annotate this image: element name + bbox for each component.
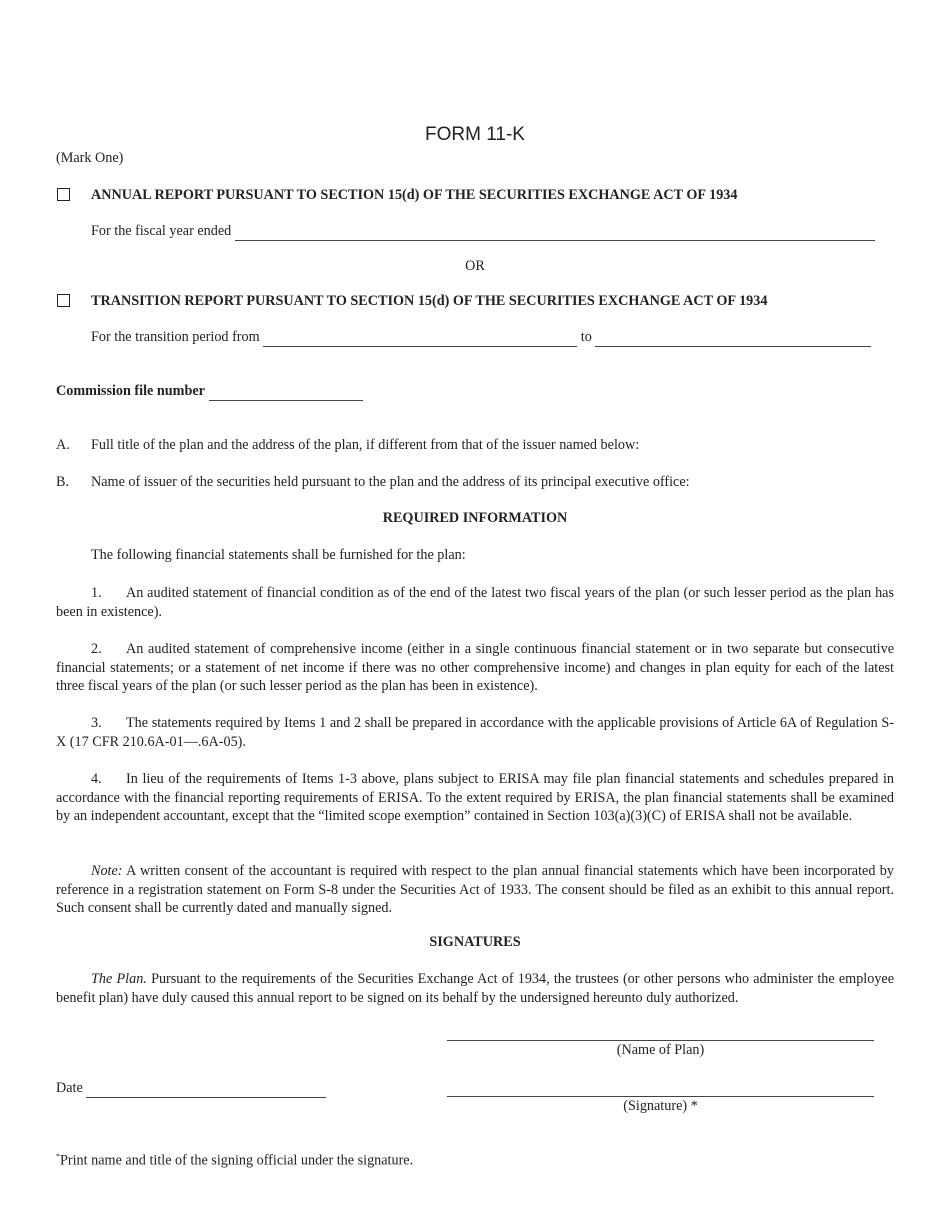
signature-caption: (Signature) * [623,1098,698,1114]
item-a-text: Full title of the plan and the address of the plan, if different from that of the issuer named below: [91,437,640,453]
commission-row [56,383,363,401]
required-item-3 [56,714,894,751]
name-of-plan-line[interactable] [447,1040,874,1041]
fiscal-year-field[interactable] [235,225,875,241]
item-b-letter: B. [56,474,70,490]
item-1-text: An audited statement of financial condition as of the end of the latest two fiscal years of the plan (or such lesser period as the plan has been in existence). [56,585,894,620]
commission-file-field[interactable] [209,385,363,401]
transition-report-checkbox[interactable] [57,294,70,307]
or-separator: OR [465,258,485,274]
date-label: Date [56,1080,83,1096]
signature-line[interactable] [447,1096,874,1097]
footnote-mark: * [56,1152,60,1161]
item-2-number: 2. [91,641,102,657]
fiscal-year-row [91,223,891,241]
item-4-text: In lieu of the requirements of Items 1-3 above, plans subject to ERISA may file plan financial statements and schedules prepared in accordance with the financial reporting requirements of ERISA. To the extent required by ERISA, the plan financial statements shall be examined by an independent accountant, except that the “limited scope exemption” contained in Section 103(a)(3)(C) of ERISA shall not be available. [56,771,894,825]
footnote [56,1152,413,1170]
plan-statement [56,970,894,1007]
transition-report-heading: TRANSITION REPORT PURSUANT TO SECTION 15(d) OF THE SECURITIES EXCHANGE ACT OF 1934 [91,293,768,309]
item-4-number: 4. [91,771,102,787]
date-row [56,1080,326,1098]
note-label: Note: [91,863,123,879]
transition-from-label: For the transition period from [91,329,260,345]
commission-file-label: Commission file number [56,383,205,399]
transition-period-row [91,329,896,347]
transition-to-field[interactable] [595,331,871,347]
transition-to-label: to [580,329,592,345]
required-intro: The following financial statements shall be furnished for the plan: [91,547,466,563]
item-b-text: Name of issuer of the securities held pursuant to the plan and the address of its principal executive office: [91,474,690,490]
required-item-4 [56,770,894,826]
required-item-2 [56,640,894,696]
footnote-text: Print name and title of the signing official under the signature. [60,1152,414,1169]
item-2-text: An audited statement of comprehensive income (either in a single continuous financial statement or in two separate but consecutive financial statements; or a statement of net income if there was no other comprehensive income) and changes in plan equity for each of the latest three fiscal years of the plan (or such lesser period as the plan has been in existence). [56,641,894,695]
form-title: FORM 11-K [425,124,525,145]
name-of-plan-caption: (Name of Plan) [616,1042,705,1058]
note-paragraph [56,862,894,918]
plan-text: Pursuant to the requirements of the Securities Exchange Act of 1934, the trustees (or other persons who administer the employee benefit plan) have duly caused this annual report to be signed on its behalf by the undersigned hereunto duly authorized. [56,971,895,1006]
plan-label: The Plan. [91,971,147,987]
annual-report-checkbox[interactable] [57,188,70,201]
item-3-text: The statements required by Items 1 and 2 shall be prepared in accordance with the applicable provisions of Article 6A of Regulation S-X (17 CFR 210.6A-01—.6A-05). [56,715,894,750]
note-text: A written consent of the accountant is required with respect to the plan annual financial statements which have been incorporated by reference in a registration statement on Form S-8 under the Securities Act of 1933. The consent should be filed as an exhibit to this annual report. Such consent shall be currently dated and manually signed. [56,863,894,917]
item-a-letter: A. [56,437,70,453]
required-item-1 [56,584,894,621]
item-1-number: 1. [91,585,102,601]
required-information-heading: REQUIRED INFORMATION [382,510,568,526]
transition-from-field[interactable] [263,331,577,347]
fiscal-year-label: For the fiscal year ended [91,223,232,239]
signatures-heading: SIGNATURES [429,934,521,950]
item-3-number: 3. [91,715,102,731]
date-field[interactable] [86,1082,326,1098]
mark-one-label: (Mark One) [56,150,124,166]
annual-report-heading: ANNUAL REPORT PURSUANT TO SECTION 15(d) OF THE SECURITIES EXCHANGE ACT OF 1934 [91,187,738,203]
